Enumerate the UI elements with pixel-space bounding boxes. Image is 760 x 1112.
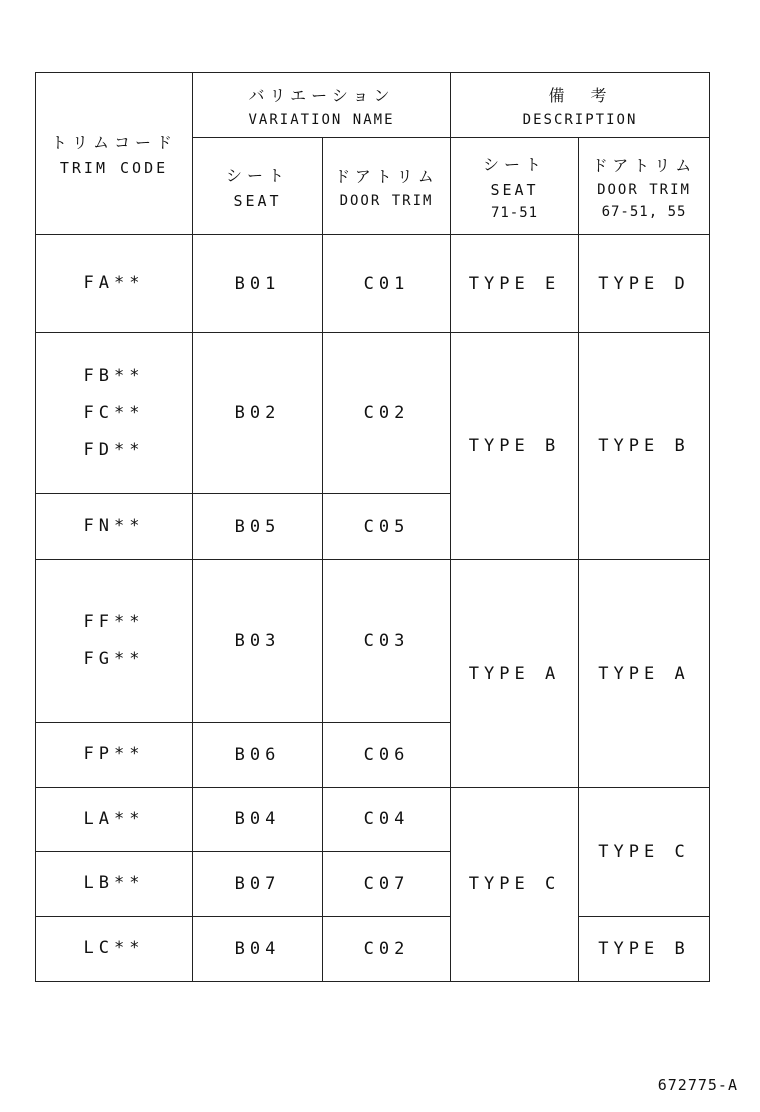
desc-seat-cell: TYPE E [451, 235, 579, 333]
trim-code-cell [36, 916, 193, 981]
description-en: DESCRIPTION [522, 111, 638, 128]
trim-code: FG** [83, 649, 145, 670]
trim-code: FN** [83, 516, 145, 537]
trim-code-en: TRIM CODE [59, 159, 169, 178]
seat-cell: B05 [193, 494, 323, 560]
door-trim-cell: C02 [323, 916, 451, 981]
desc-seat-jp: シート [483, 154, 547, 174]
trim-code: FP** [83, 744, 145, 765]
table-row [36, 560, 710, 722]
trim-code: FB** [83, 365, 145, 386]
trim-code: LA** [83, 808, 145, 829]
description-jp: 備 考 [548, 85, 612, 105]
desc-door-cell: TYPE B [579, 333, 710, 560]
door-trim-header [323, 138, 451, 235]
description-header [451, 73, 710, 138]
door-trim-cell: C04 [323, 787, 451, 851]
trim-code-jp: トリムコード [50, 133, 177, 153]
seat-jp: シート [225, 165, 289, 185]
table-row [36, 333, 710, 494]
seat-header [193, 138, 323, 235]
trim-code: FC** [83, 402, 145, 423]
table-row [36, 235, 710, 333]
table-row [36, 787, 710, 851]
desc-seat-cell: TYPE B [451, 333, 579, 560]
door-trim-cell: C05 [323, 494, 451, 560]
seat-cell: B06 [193, 722, 323, 787]
seat-cell: B01 [193, 235, 323, 333]
desc-door-cell: TYPE D [579, 235, 710, 333]
seat-cell: B03 [193, 560, 323, 722]
trim-code-cell [36, 851, 193, 916]
seat-cell: B02 [193, 333, 323, 494]
trim-code: LB** [83, 873, 145, 894]
reference-number: 672775-A [657, 1076, 738, 1094]
desc-door-cell: TYPE A [579, 560, 710, 787]
trim-code-cell [36, 494, 193, 560]
door-trim-cell: C02 [323, 333, 451, 494]
desc-seat-cell: TYPE C [451, 787, 579, 981]
seat-en: SEAT [233, 191, 282, 210]
desc-seat-num: 71-51 [490, 204, 539, 221]
desc-door-num: 67-51, 55 [601, 203, 687, 220]
desc-door-cell: TYPE B [579, 916, 710, 981]
trim-code-cell [36, 235, 193, 333]
desc-door-header [579, 138, 710, 235]
desc-door-jp: ドアトリム [591, 155, 697, 175]
seat-cell: B07 [193, 851, 323, 916]
trim-code-header [36, 73, 193, 235]
door-trim-jp: ドアトリム [334, 166, 439, 186]
trim-code: FD** [83, 439, 145, 460]
trim-code-cell [36, 560, 193, 722]
trim-code: FA** [83, 273, 145, 294]
seat-cell: B04 [193, 787, 323, 851]
door-trim-cell: C03 [323, 560, 451, 722]
variation-en: VARIATION NAME [248, 111, 395, 128]
trim-code-table [35, 72, 710, 982]
trim-code: LC** [83, 938, 145, 959]
desc-door-en: DOOR TRIM [597, 181, 691, 198]
trim-code: FF** [83, 612, 145, 633]
desc-seat-cell: TYPE A [451, 560, 579, 787]
trim-code-cell [36, 787, 193, 851]
door-trim-cell: C01 [323, 235, 451, 333]
desc-door-cell: TYPE C [579, 787, 710, 916]
door-trim-en: DOOR TRIM [339, 192, 434, 209]
table-row [36, 916, 710, 981]
seat-cell: B04 [193, 916, 323, 981]
door-trim-cell: C07 [323, 851, 451, 916]
desc-seat-header [451, 138, 579, 235]
variation-jp: バリエーション [248, 85, 395, 105]
trim-code-cell [36, 333, 193, 494]
desc-seat-en: SEAT [490, 180, 539, 199]
door-trim-cell: C06 [323, 722, 451, 787]
trim-code-cell [36, 722, 193, 787]
variation-header [193, 73, 451, 138]
